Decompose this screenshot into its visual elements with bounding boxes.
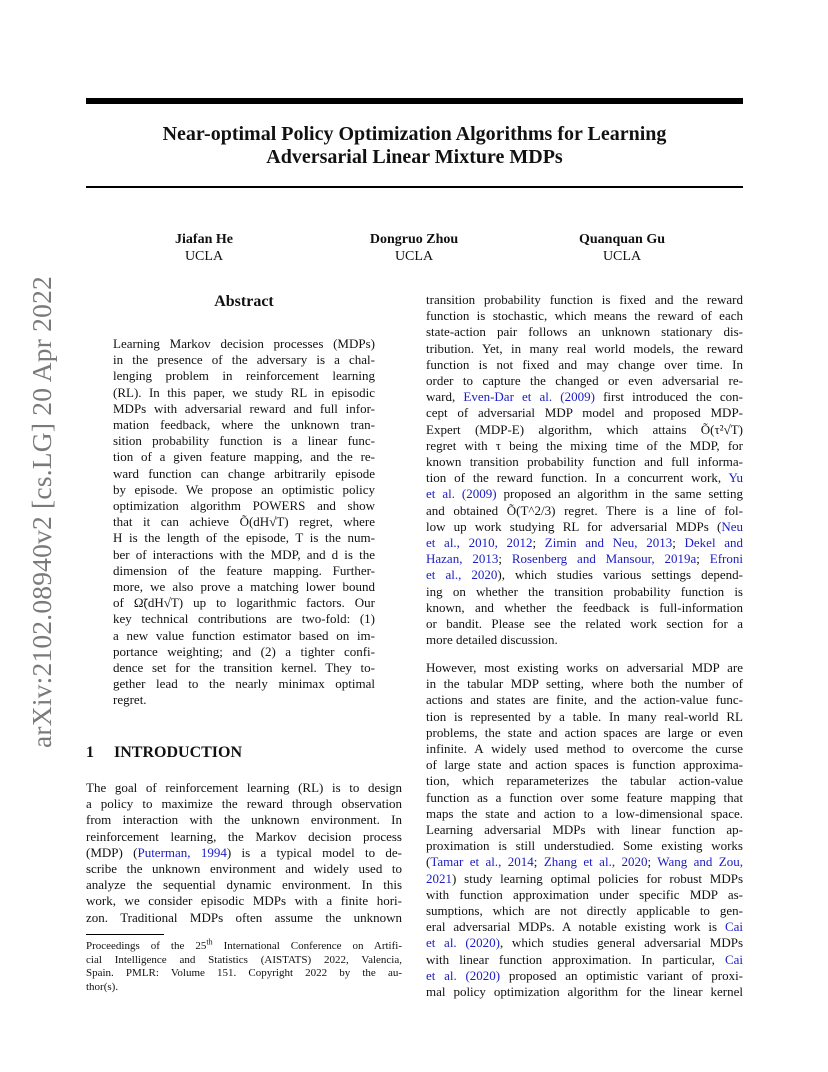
text-line: (MDP) (Puterman, 1994) is a typical model to de- [86,844,402,860]
text-line: order to capture the changed or even adversarial re- [426,373,743,389]
text-line: transition probability function is fixed and the reward [426,292,743,307]
arxiv-identifier [22,276,62,748]
footnote-line: thor(s). [86,980,119,993]
text-line: in the tabular MDP setting, where both the number of [426,676,743,692]
citation-link[interactable]: Cai [724,951,743,967]
text-line: ward, Even-Dar et al. (2009) first introduced the con- [426,389,743,405]
text-line: a new value function estimator based on im- [113,627,375,643]
text-line: cept of adversarial MDP model and proposed MDP- [426,405,743,421]
citation-link[interactable]: Wang and Zou, [657,854,743,870]
text-line: Learning Markov decision processes (MDPs) [113,336,375,351]
citation-link[interactable]: Neu [721,518,743,534]
text-line: ward function can change arbitrarily episode [113,465,375,481]
author-affiliation: UCLA [394,249,434,264]
text-line: sition probability function is a linear func- [113,433,375,449]
text-line: function is stochastic, which means the reward of each [426,308,743,324]
citation-link[interactable]: Cai [724,919,743,935]
text-line: and obtained Õ(T^2/3) regret. There is a line of fol- [426,502,743,518]
text-line: MDPs with adversarial reward and full infor- [113,400,375,416]
text-line: low up work studying RL for adversarial MDPs (Neu [426,518,743,534]
text-line: lenging problem in reinforcement learning [113,368,375,384]
text-line: et al. (2020) proposed an optimistic variant of proxi- [426,967,744,983]
text-line: tion of the reward function. In a concurrent work, Yu [426,470,743,486]
text-line: a policy to maximize the reward through observation [86,796,402,812]
text-line: reinforcement learning, the Markov decision process [86,828,402,844]
text-line: tion, which reparameterizes the tabular action-value [426,773,743,789]
text-line: function is not fixed and may change over time. In [426,356,743,372]
author-3 [542,231,702,265]
text-line: of large state and action spaces is function approxima- [426,757,743,773]
text-line: H is the length of the episode, T is the num- [113,530,375,546]
citation-link[interactable]: et al., 2020 [426,567,498,583]
text-line: et al. (2009) proposed an algorithm in the same setting [426,486,744,502]
text-line: known, and whether the feedback is full-information [426,599,743,615]
footnote-line: cial Intelligence and Statistics (AISTATS) 2022, Valencia, [86,953,402,966]
text-line: optimization algorithm POWERS and show [113,498,375,514]
text-line: problems, the state and action spaces are large or even [426,724,743,740]
footnote [86,937,402,994]
footnote-line: Proceedings of the 25th International Conference on Artifi- [86,937,402,952]
text-line: known transition probability function and full informa- [426,454,743,470]
text-line: The goal of reinforcement learning (RL) is to design [86,780,402,795]
paper-title [86,123,743,169]
footnote-rule [86,934,164,935]
top-rule [86,98,743,104]
text-line: from interaction with the unknown environment. In [86,812,402,828]
citation-link[interactable]: Even-Dar et al. (2009) [463,389,595,405]
text-line: mal policy optimization algorithm for the linear kernel [426,984,743,1000]
text-line: function as a function over some feature mapping that [426,789,743,805]
text-line: eral adversarial MDPs. A notable existing work is Cai [426,919,743,935]
citation-link[interactable]: Yu [728,470,743,486]
author-name: Quanquan Gu [579,232,665,247]
intro-paragraph [86,780,402,926]
text-line: analyze the sequential dynamic environment. In this [86,877,402,893]
title-line-2: Adversarial Linear Mixture MDPs [266,146,563,168]
text-line: work, we consider episodic MDPs with a finite hori- [86,893,402,909]
text-line: actions and states are finite, and the action-value func- [426,692,743,708]
text-line: scribe the unknown environment and widely used to [86,861,402,877]
text-line: Expert (MDP-E) algorithm, which attains Õ(τ²√T) [426,421,743,437]
text-line: with function approximation under specific MDP as- [426,886,743,902]
footnote-line: Spain. PMLR: Volume 151. Copyright 2022 by the au- [86,967,402,979]
citation-link[interactable]: et al. (2009) [426,486,497,502]
text-line: portance weighting; and (2) a tighter confi- [113,643,375,659]
citation-link[interactable]: et al. (2020) [426,935,501,951]
text-line: (RL). In this paper, we study RL in episodic [113,384,375,400]
citation-link[interactable]: et al. (2020) [426,967,501,983]
author-affiliation: UCLA [184,249,224,264]
section-title: INTRODUCTION [114,744,243,761]
text-line: tion of a given feature mapping, and the re- [113,449,375,465]
author-2 [334,231,494,265]
citation-link[interactable]: Rosenberg and Mansour, 2019a [511,551,697,567]
text-line: key technical contributions are two-fold: (1) [113,611,375,627]
text-line: that it can achieve Õ(dH√T) regret, where [113,514,375,530]
right-paragraph-1 [426,292,743,648]
text-line: dimension of the feature mapping. Further- [113,562,375,578]
author-affiliation: UCLA [602,249,642,264]
citation-link[interactable]: et al., 2010, 2012 [426,535,533,551]
right-paragraph-2 [426,660,743,1000]
text-line: However, most existing works on adversarial MDP are [426,660,743,675]
author-name: Dongruo Zhou [369,232,459,247]
text-line: regret with τ being the mixing time of the MDP, for [426,437,743,453]
text-line: et al. (2020), which studies general adversarial MDPs [426,935,744,951]
text-line: tribution. Yet, in many real world models, the reward [426,340,743,356]
author-name: Jiafan He [175,232,233,247]
citation-link[interactable]: Zimin and Neu, 2013 [544,535,673,551]
text-line: gether lead to the nearly minimax optimal [113,676,375,692]
citation-link[interactable]: Tamar et al., 2014 [430,854,534,870]
text-line: ing on whether the transition probability function is [426,583,743,599]
text-line: maps the state and action to a low-dimensional space. [426,805,743,821]
abstract-body [113,336,375,709]
text-line: state-action pair follows an unknown stationary dis- [426,324,743,340]
text-line: regret. [113,692,147,708]
text-line: mation feedback, where the unknown tran- [113,417,375,433]
text-line: proximation is still understudied. Some existing works [426,838,743,854]
text-line: or bandit. Please see the related work section for a [426,616,743,632]
text-line: zon. Traditional MDPs often assume the unknown [86,909,402,925]
text-line: more detailed discussion. [426,632,558,648]
author-1 [124,231,284,265]
text-line: more, we also prove a matching lower bound [113,579,375,595]
text-line: Learning adversarial MDPs with linear function ap- [426,822,743,838]
text-line: ber of interactions with the MDP, and d is the [113,546,375,562]
text-line: tion is represented by a table. In many real-world RL [426,708,743,724]
section-number: 1 [86,744,94,761]
citation-link[interactable]: Zhang et al., 2020 [543,854,648,870]
title-line-1: Near-optimal Policy Optimization Algorithms for Learning [162,123,667,145]
text-line: (Tamar et al., 2014; Zhang et al., 2020; Wang and Zou, [426,854,743,870]
text-line: by episode. We propose an optimistic policy [113,481,375,497]
text-line: et al., 2020), which studies various settings depend- [426,567,744,583]
section-heading [86,744,242,762]
text-line: in the presence of the adversary is a chal- [113,352,375,368]
abstract-heading: Abstract [214,293,274,310]
text-line: dence set for the transition kernel. They to- [113,660,375,676]
text-line: Hazan, 2013; Rosenberg and Mansour, 2019a; Efroni [426,551,743,567]
text-line: with linear function approximation. In particular, Cai [426,951,743,967]
citation-link[interactable]: 2021 [426,870,452,886]
citation-link[interactable]: Efroni [709,551,743,567]
title-rule [86,186,743,188]
text-line: of Ω̃(dH√T) up to logarithmic factors. Our [113,595,375,611]
citation-link[interactable]: Puterman, 1994 [137,844,227,860]
arxiv-identifier-text: arXiv:2102.08940v2 [cs.LG] 20 Apr 2022 [26,276,57,748]
text-line: sumptions, which are not directly applicable to gen- [426,903,743,919]
text-line: infinite. A widely used method to overcome the curse [426,741,743,757]
text-line: 2021) study learning optimal policies for robust MDPs [426,870,743,886]
citation-link[interactable]: Hazan, 2013 [426,551,499,567]
citation-link[interactable]: Dekel and [684,535,743,551]
text-line: et al., 2010, 2012; Zimin and Neu, 2013; Dekel and [426,535,743,551]
